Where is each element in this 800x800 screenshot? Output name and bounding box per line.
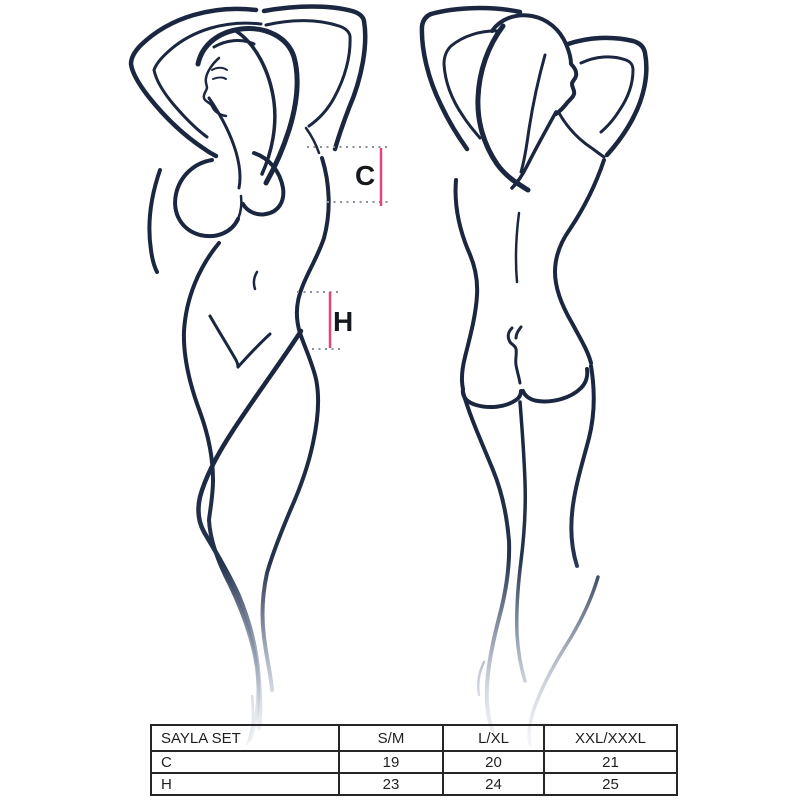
back-figure — [422, 8, 646, 745]
back-torso-right-line — [555, 160, 604, 363]
back-buttock-left-line — [463, 389, 521, 407]
size-table-row-label: C — [151, 751, 339, 773]
size-table-header-cell: S/M — [339, 725, 443, 751]
size-table-header-cell: SAYLA SET — [151, 725, 339, 751]
front-bikini-line — [210, 316, 270, 367]
back-arm-right-inner-line — [581, 57, 633, 132]
front-torso-right-leg-line — [263, 158, 329, 690]
front-navel-line — [254, 272, 257, 289]
back-neck-shoulder-line — [559, 113, 604, 157]
size-table-header-cell: L/XL — [443, 725, 544, 751]
front-breast-left-line — [175, 160, 238, 236]
front-torso-left-line — [149, 170, 160, 272]
size-table-value-cell: 19 — [339, 751, 443, 773]
back-hair-inner-line — [512, 112, 556, 188]
back-heel-line — [478, 662, 484, 695]
hip-label: H — [333, 306, 354, 337]
front-hair-neck-strand-line — [209, 98, 240, 188]
size-table-value-cell: 20 — [443, 751, 544, 773]
front-eye-line — [213, 78, 226, 80]
size-table-value-cell: 23 — [339, 773, 443, 795]
size-table-value-cell: 25 — [544, 773, 677, 795]
back-leg-left-line — [463, 392, 509, 732]
front-figure — [131, 7, 365, 745]
front-hip-left-leg-line — [184, 243, 258, 740]
size-table-header-row — [151, 725, 677, 751]
front-cleavage-line — [238, 196, 241, 219]
back-spine-line — [516, 213, 519, 282]
front-hand-line — [306, 128, 319, 153]
size-table-row-hip — [151, 773, 677, 795]
front-eyebrow-line — [212, 68, 227, 70]
size-table-value-cell: 24 — [443, 773, 544, 795]
size-table-row-chest — [151, 751, 677, 773]
size-table-header-cell: XXL/XXXL — [544, 725, 677, 751]
back-crack-line — [508, 327, 521, 383]
size-table-value-cell: 21 — [544, 751, 677, 773]
front-arm-right-line — [264, 7, 365, 150]
back-hair-outline — [478, 26, 528, 190]
chest-label: C — [355, 160, 376, 191]
back-torso-left-line — [456, 180, 478, 389]
back-leg-right-line — [571, 366, 593, 566]
size-table — [150, 724, 678, 796]
back-buttock-right-line — [523, 369, 587, 401]
size-table-row-label: H — [151, 773, 339, 795]
front-crossed-thigh-line — [198, 331, 301, 728]
back-crossed-foot-line — [529, 577, 598, 745]
back-leg-center-line — [517, 402, 526, 681]
